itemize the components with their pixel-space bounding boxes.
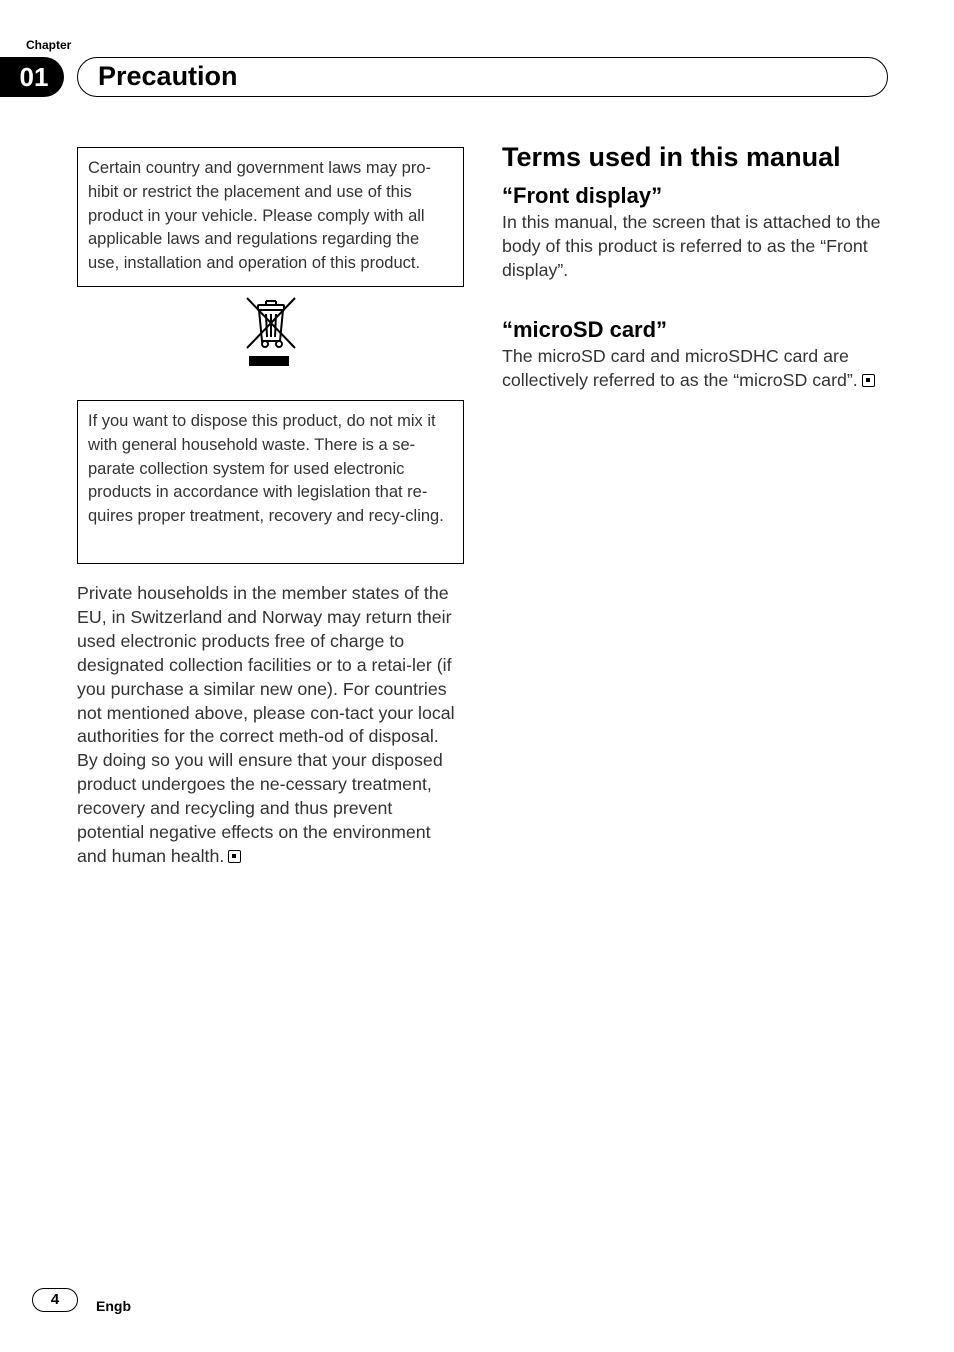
term-heading-microsd-card: “microSD card” (502, 316, 668, 342)
end-of-section-icon (228, 850, 241, 863)
right-column (502, 139, 882, 393)
term-body-front-display: In this manual, the screen that is attached to the body of this product is referred to as the “Front display”. (502, 212, 881, 280)
term-body-microsd-card-text: The microSD card and microSDHC card are collectively referred to as the “microSD card”. (502, 345, 858, 390)
end-of-section-icon (862, 374, 875, 387)
weee-symbol (77, 287, 464, 400)
notice-box-legal: Certain country and government laws may pro-hibit or restrict the placement and use of this product in your vehicle. Please comply with all applicable laws and regulations regarding the use, installation and operation of this product. (77, 147, 464, 287)
section-title: Terms used in this manual (502, 142, 841, 172)
chapter-title: Precaution (98, 61, 238, 91)
chapter-label: Chapter (26, 38, 72, 52)
chapter-number-tab: 01 (0, 57, 64, 97)
language-code: Engb (96, 1298, 131, 1314)
chapter-title-bar (77, 57, 888, 97)
notice-box-disposal: If you want to dispose this product, do not mix it with general household waste. There is a se-parate collection system for used electronic products in accordance with legislation that re-quires proper treatment, recovery and recy-cling. (77, 400, 464, 564)
term-heading-front-display: “Front display” (502, 183, 663, 208)
disposal-paragraph-text: Private households in the member states of the EU, in Switzerland and Norway may return their used electronic products free of charge to designated collection facilities or to a retai-ler (if you purchase a similar new one). For countries not mentioned above, please con-tact your local authorities for the correct meth-od of disposal. By doing so you will ensure that your disposed product undergoes the ne-cessary treatment, recovery and recycling and thus prevent potential negative effects on the environment and human health. (77, 583, 455, 866)
disposal-paragraph (77, 582, 464, 869)
page-number: 4 (32, 1288, 78, 1312)
left-column (77, 147, 464, 869)
term-body-microsd-card (502, 345, 882, 393)
crossed-out-wheelie-bin-icon (246, 297, 296, 369)
